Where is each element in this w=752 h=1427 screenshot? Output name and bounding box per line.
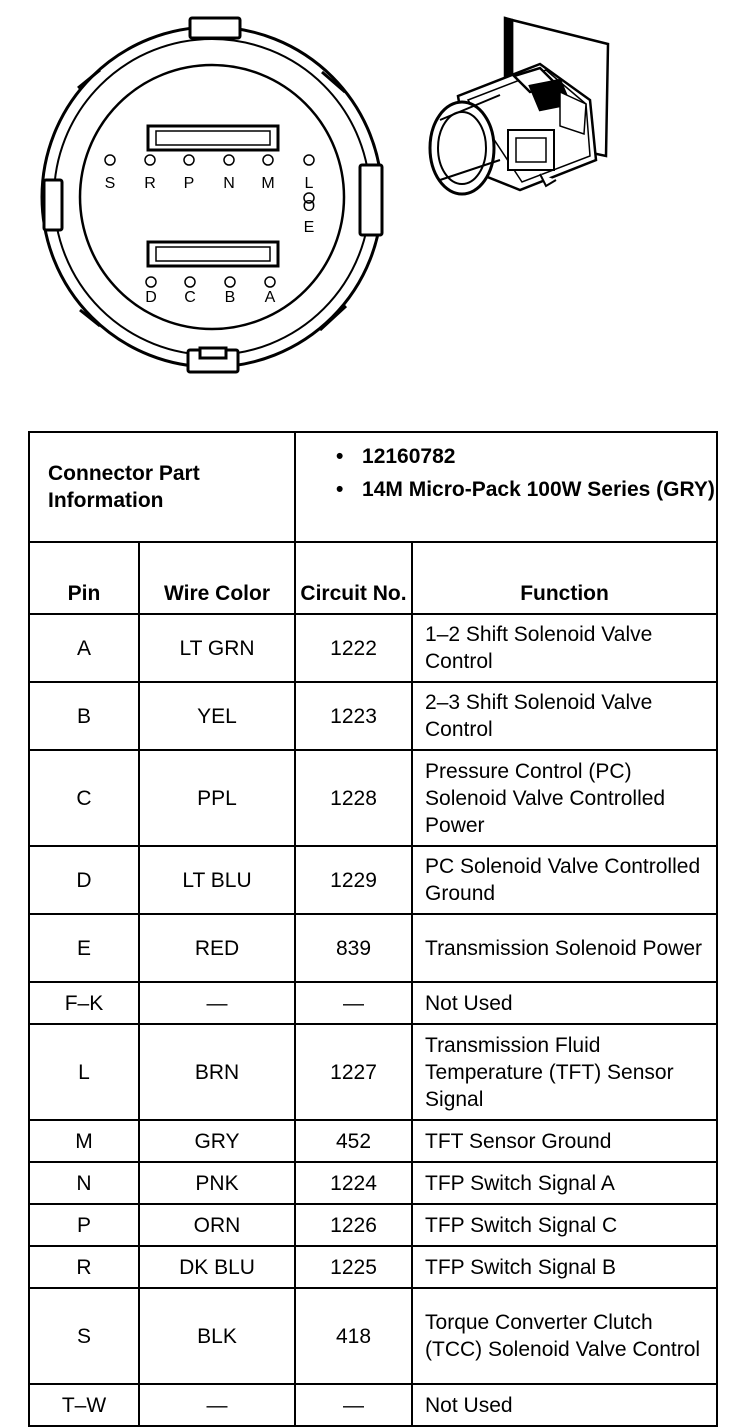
table-row bbox=[29, 750, 717, 846]
wire-color-cell: — bbox=[139, 982, 295, 1024]
pin-cell: N bbox=[29, 1162, 139, 1204]
pin-header: Pin bbox=[29, 542, 139, 614]
pin-cell: A bbox=[29, 614, 139, 682]
wire-color-cell: PPL bbox=[139, 750, 295, 846]
pin-cell: D bbox=[29, 846, 139, 914]
circuit-cell: 1223 bbox=[295, 682, 412, 750]
function-cell: Transmission Solenoid Power bbox=[412, 914, 717, 982]
pin-cell: T–W bbox=[29, 1384, 139, 1426]
circuit-cell: 452 bbox=[295, 1120, 412, 1162]
pin-label: A bbox=[264, 289, 276, 306]
circuit-cell: 1224 bbox=[295, 1162, 412, 1204]
wire-color-cell: BRN bbox=[139, 1024, 295, 1120]
pin-label: P bbox=[183, 175, 195, 192]
table-row bbox=[29, 846, 717, 914]
function-cell: TFP Switch Signal C bbox=[412, 1204, 717, 1246]
function-cell: Not Used bbox=[412, 1384, 717, 1426]
wire-color-cell: YEL bbox=[139, 682, 295, 750]
pin-label: R bbox=[144, 175, 156, 192]
pin-label: O bbox=[302, 198, 316, 215]
connector-diagram bbox=[0, 0, 752, 410]
function-cell: Torque Converter Clutch (TCC) Solenoid Valve Control bbox=[412, 1288, 717, 1384]
function-cell: 1–2 Shift Solenoid Valve Control bbox=[412, 614, 717, 682]
circuit-cell: 1222 bbox=[295, 614, 412, 682]
pin-label: M bbox=[261, 175, 275, 192]
table-row bbox=[29, 614, 717, 682]
table-row bbox=[29, 982, 717, 1024]
connector-face-view bbox=[42, 18, 382, 372]
circuit-cell: — bbox=[295, 1384, 412, 1426]
table-row bbox=[29, 1120, 717, 1162]
table-row bbox=[29, 1162, 717, 1204]
pin-cell: R bbox=[29, 1246, 139, 1288]
circuit-cell: 1226 bbox=[295, 1204, 412, 1246]
pin-cell: F–K bbox=[29, 982, 139, 1024]
wire-color-cell: — bbox=[139, 1384, 295, 1426]
header-row bbox=[29, 542, 717, 614]
pin-cell: M bbox=[29, 1120, 139, 1162]
table-row bbox=[29, 1024, 717, 1120]
wire-color-cell: GRY bbox=[139, 1120, 295, 1162]
pin-cell: S bbox=[29, 1288, 139, 1384]
pin-cell: C bbox=[29, 750, 139, 846]
wire-color-cell: LT BLU bbox=[139, 846, 295, 914]
circuit-cell: 839 bbox=[295, 914, 412, 982]
pin-cell: E bbox=[29, 914, 139, 982]
pin-label: B bbox=[224, 289, 236, 306]
connector-pinout-table bbox=[28, 431, 718, 1427]
function-cell: TFT Sensor Ground bbox=[412, 1120, 717, 1162]
table-row bbox=[29, 682, 717, 750]
pin-cell: L bbox=[29, 1024, 139, 1120]
circuit-cell: — bbox=[295, 982, 412, 1024]
wire-color-cell: LT GRN bbox=[139, 614, 295, 682]
connector-info-row bbox=[29, 432, 717, 542]
part-number: • 12160782 bbox=[336, 443, 716, 470]
circuit-cell: 1225 bbox=[295, 1246, 412, 1288]
circuit-cell: 418 bbox=[295, 1288, 412, 1384]
pin-label: C bbox=[184, 289, 196, 306]
function-cell: TFP Switch Signal A bbox=[412, 1162, 717, 1204]
wire-color-cell: ORN bbox=[139, 1204, 295, 1246]
wire-color-cell: DK BLU bbox=[139, 1246, 295, 1288]
table-row bbox=[29, 1288, 717, 1384]
function-cell: PC Solenoid Valve Controlled Ground bbox=[412, 846, 717, 914]
circuit-cell: 1229 bbox=[295, 846, 412, 914]
circuit-cell: 1227 bbox=[295, 1024, 412, 1120]
pin-label: D bbox=[145, 289, 157, 306]
function-cell: 2–3 Shift Solenoid Valve Control bbox=[412, 682, 717, 750]
function-cell: TFP Switch Signal B bbox=[412, 1246, 717, 1288]
wire-color-header: Wire Color bbox=[139, 542, 295, 614]
pin-cell: P bbox=[29, 1204, 139, 1246]
table-row bbox=[29, 914, 717, 982]
function-header: Function bbox=[412, 542, 717, 614]
table-row bbox=[29, 1204, 717, 1246]
wire-color-cell: BLK bbox=[139, 1288, 295, 1384]
pin-label: L bbox=[304, 175, 314, 192]
pin-cell: B bbox=[29, 682, 139, 750]
connector-perspective-view bbox=[430, 18, 608, 194]
wire-color-cell: PNK bbox=[139, 1162, 295, 1204]
pin-label: E bbox=[303, 219, 315, 236]
circuit-no-header: Circuit No. bbox=[295, 542, 412, 614]
function-cell: Pressure Control (PC) Solenoid Valve Controlled Power bbox=[412, 750, 717, 846]
connector-info-label: Connector Part Information bbox=[29, 432, 295, 542]
table-row bbox=[29, 1384, 717, 1426]
circuit-cell: 1228 bbox=[295, 750, 412, 846]
function-cell: Not Used bbox=[412, 982, 717, 1024]
wire-color-cell: RED bbox=[139, 914, 295, 982]
pin-label: N bbox=[223, 175, 235, 192]
table-row bbox=[29, 1246, 717, 1288]
connector-info-list bbox=[295, 432, 717, 542]
connector-series: • 14M Micro-Pack 100W Series (GRY) bbox=[336, 476, 716, 503]
pin-label: S bbox=[104, 175, 116, 192]
function-cell: Transmission Fluid Temperature (TFT) Sensor Signal bbox=[412, 1024, 717, 1120]
